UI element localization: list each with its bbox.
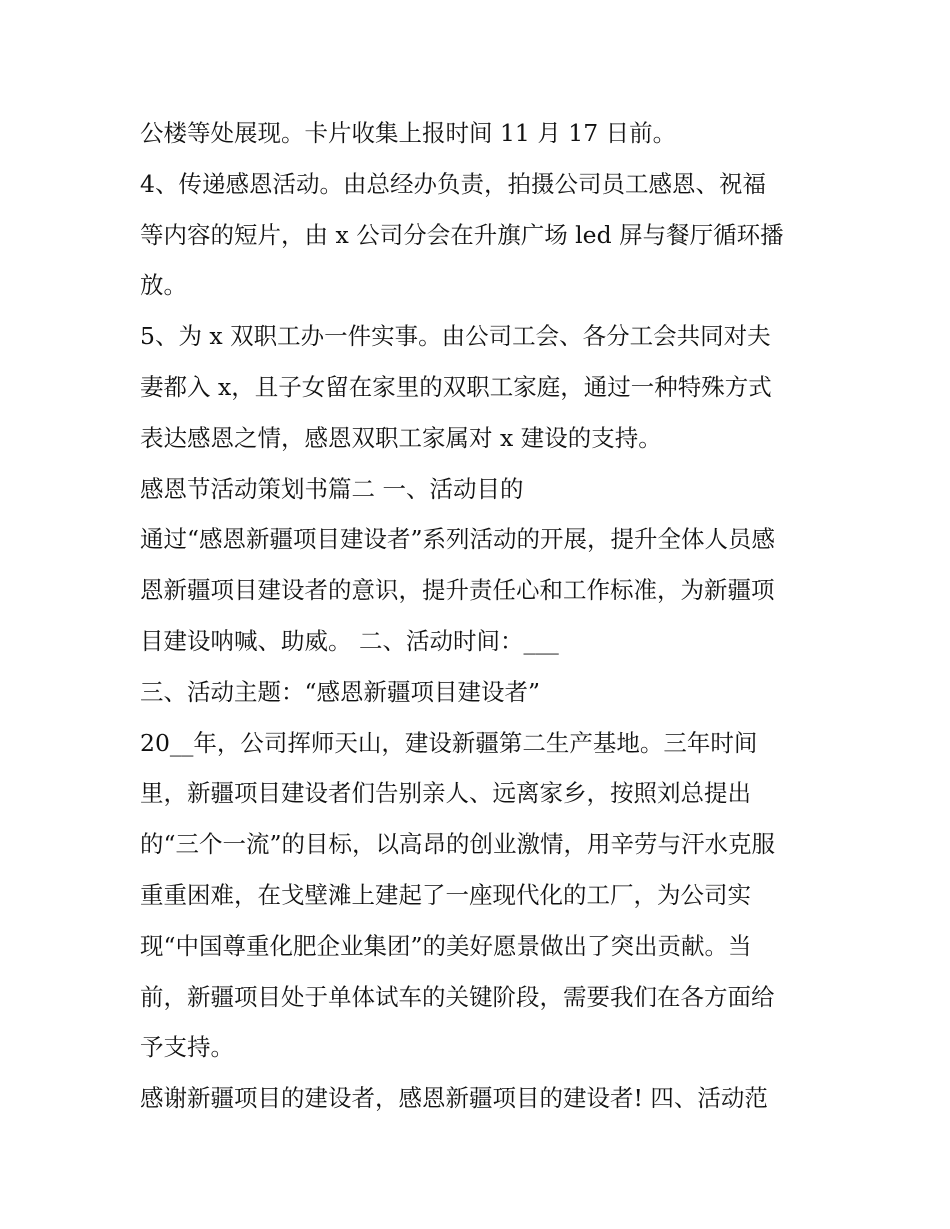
text-line: 重重困难，在戈壁滩上建起了一座现代化的工厂，为公司实 [140,880,751,909]
text-line: 20__年，公司挥师天山，建设新疆第二生产基地。三年时间 [140,728,758,757]
section-heading-line: 感恩节活动策划书篇二 一、活动目的 [140,474,524,503]
text-line: 放。 [140,271,187,300]
text-line: 公楼等处展现。卡片收集上报时间 11 月 17 日前。 [140,119,677,147]
text-line: 目建设呐喊、助威。 二、活动时间：___ [140,626,559,655]
text-line: 通过“感恩新疆项目建设者”系列活动的开展，提升全体人员感 [140,525,776,554]
text-line: 感谢新疆项目的建设者，感恩新疆项目的建设者! 四、活动范 [140,1084,768,1113]
text-line: 5、为 x 双职工办一件实事。由公司工会、各分工会共同对夫 [140,322,771,351]
text-line: 里，新疆项目建设者们告别亲人、远离家乡，按照刘总提出 [140,779,751,808]
text-line: 恩新疆项目建设者的意识，提升责任心和工作标准，为新疆项 [140,576,775,605]
text-line: 现“中国尊重化肥企业集团”的美好愿景做出了突出贡献。当 [140,931,752,960]
text-line: 前，新疆项目处于单体试车的关键阶段，需要我们在各方面给 [140,982,775,1011]
text-line: 的“三个一流”的目标，以高昂的创业激情，用辛劳与汗水克服 [140,830,776,859]
text-line: 予支持。 [140,1033,234,1062]
text-line: 表达感恩之情，感恩双职工家属对 x 建设的支持。 [140,423,662,452]
text-line: 妻都入 x，且子女留在家里的双职工家庭，通过一种特殊方式 [140,372,772,401]
text-line: 三、活动主题：“感恩新疆项目建设者” [140,677,541,706]
text-line: 等内容的短片，由 x 公司分会在升旗广场 led 屏与餐厅循环播 [140,220,784,249]
text-line: 4、传递感恩活动。由总经办负责，拍摄公司员工感恩、祝福 [140,169,766,198]
document-body [140,108,820,1124]
